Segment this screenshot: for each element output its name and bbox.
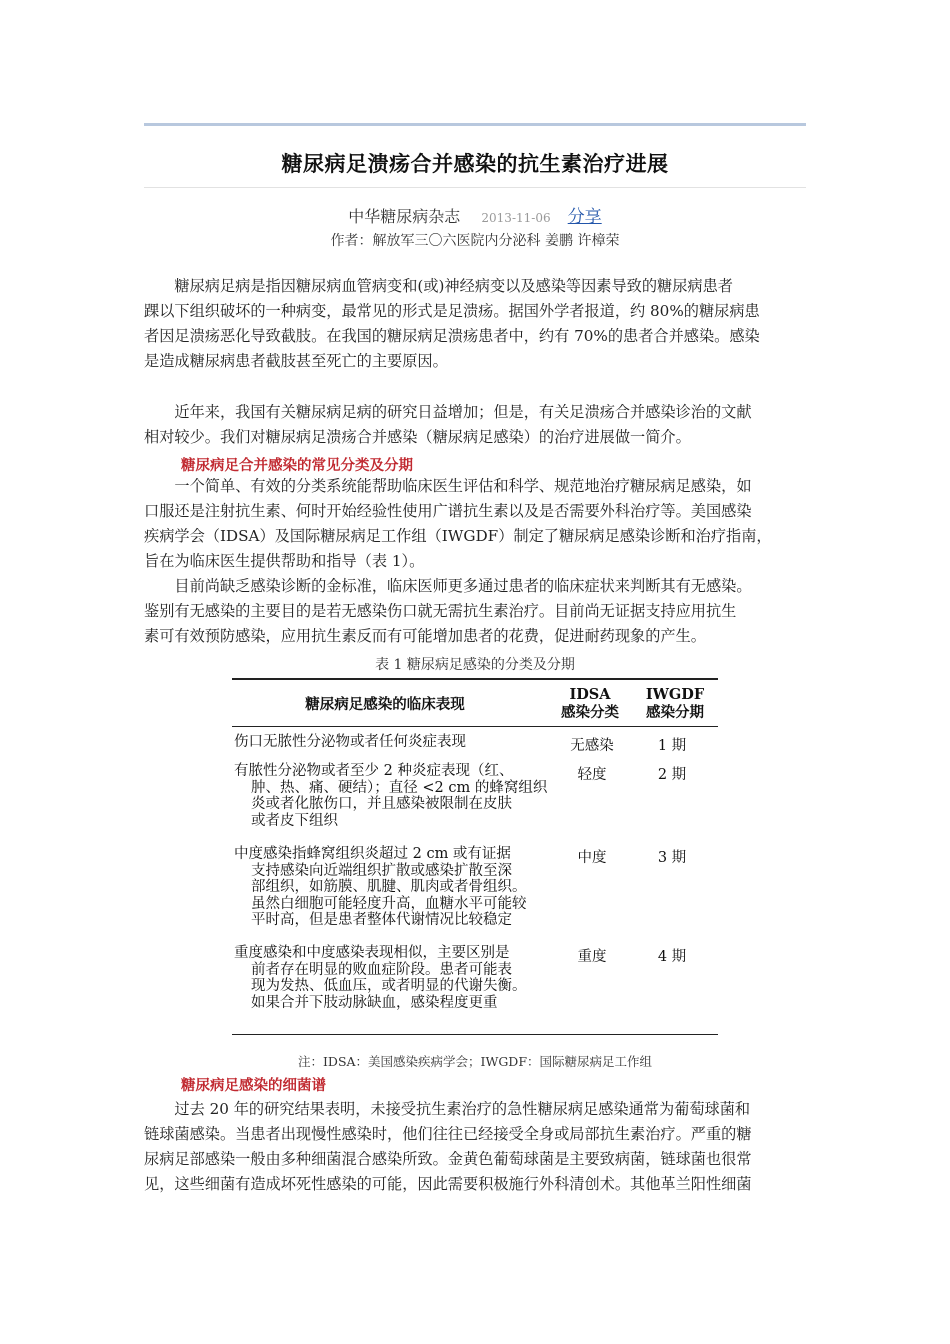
share-link[interactable]: 分享 xyxy=(567,207,602,227)
table-bottom-rule xyxy=(232,1034,718,1035)
paragraph-background: 近年来，我国有关糖尿病足病的研究日益增加；但是，有关足溃疡合并感染诊治的文献 相对较少。我们对糖尿病足溃疡合并感染（糖尿病足感染）的治疗进展做一简介。 xyxy=(144,403,752,446)
article-meta xyxy=(144,202,806,227)
classification-table xyxy=(230,678,720,1040)
title-divider xyxy=(144,187,806,188)
table-row-4-clinical: 重度感染和中度感染表现相似，主要区别是 前者存在明显的败血症阶段。患者可能表 现为发热、低血压，或者明显的代谢失衡。 如果合并下肢动脉缺血，感染程度更重 xyxy=(234,945,527,1011)
table-row-2-iwgdf: 2 期 xyxy=(657,767,687,783)
author-line: 作者：解放军三〇六医院内分泌科 姜鹏 许樟荣 xyxy=(330,233,620,249)
table-top-rule xyxy=(232,678,718,680)
table-row-4-iwgdf: 4 期 xyxy=(657,949,687,965)
section-heading-bacteria: 糖尿病足感染的细菌谱 xyxy=(181,1078,326,1094)
paragraph-intro: 糖尿病足病是指因糖尿病血管病变和(或)神经病变以及感染等因素导致的糖尿病患者 踝以下组织破坏的一种病变，最常见的形式是足溃疡。据国外学者报道，约 80%的糖尿病患 者因足溃疡恶化导致截肢。在我国的糖尿病足溃疡患者中，约有 70%的患者合并感染。感染 是造成糖尿病患者截肢甚至死亡的主要原因。 xyxy=(144,277,760,370)
table-row-3-clinical: 中度感染指蜂窝组织炎超过 2 cm 或有证据 支持感染向近端组织扩散或感染扩散至深 部组织，如筋膜、肌腱、肌肉或者骨组织。 虽然白细胞可能轻度升高，血糖水平可能较 平时高，但是患者整体代谢情况比较稳定 xyxy=(234,846,527,928)
section-heading-classification: 糖尿病足合并感染的常见分类及分期 xyxy=(181,458,413,474)
table-footnote: 注：IDSA：美国感染疾病学会；IWGDF：国际糖尿病足工作组 xyxy=(297,1054,653,1069)
publish-date: 2013-11-06 xyxy=(481,211,551,225)
table-row-1-iwgdf: 1 期 xyxy=(657,738,687,754)
table-row-2-clinical: 有脓性分泌物或者至少 2 种炎症表现（红、 肿、热、痛、硬结）；直径 <2 cm 的蜂窝组织 炎或者化脓伤口，并且感染被限制在皮肤 或者皮下组织 xyxy=(234,763,548,829)
paragraph-classification: 一个简单、有效的分类系统能帮助临床医生评估和科学、规范地治疗糖尿病足感染，如 口服还是注射抗生素、何时开始经验性使用广谱抗生素以及是否需要外科治疗等。美国感染 疾病学会（IDSA）及国际糖尿病足工作组（IWGDF）制定了糖尿病足感染诊断和治疗指南， 旨在为临床医生提供帮助和指导（表 1）。 xyxy=(144,477,772,570)
table-row-4-idsa: 重度 xyxy=(577,949,607,965)
table-row-1-idsa: 无感染 xyxy=(570,738,614,754)
table-row-1-clinical: 伤口无脓性分泌物或者任何炎症表现 xyxy=(234,734,466,750)
table-header-iwgdf: IWGDF 感染分期 xyxy=(645,686,705,721)
journal-name: 中华糖尿病杂志 xyxy=(348,207,461,226)
header-divider xyxy=(144,123,806,126)
table-row-2-idsa: 轻度 xyxy=(577,767,607,783)
table-row-3-iwgdf: 3 期 xyxy=(657,850,687,866)
paragraph-bacteria: 过去 20 年的研究结果表明，未接受抗生素治疗的急性糖尿病足感染通常为葡萄球菌和 链球菌感染。当患者出现慢性感染时，他们往往已经接受全身或局部抗生素治疗。严重的糖 尿病足部感染一般由多种细菌混合感染所致。金黄色葡萄球菌是主要致病菌，链球菌也很常 见，这些细菌有造成坏死性感染的可能，因此需要积极施行外科清创术。其他革兰阳性细菌 xyxy=(144,1100,752,1193)
table-header-clinical: 糖尿病足感染的临床表现 xyxy=(305,696,465,713)
table-row-3-idsa: 中度 xyxy=(577,850,607,866)
table-header-idsa: IDSA 感染分类 xyxy=(561,686,619,721)
paragraph-diagnosis: 目前尚缺乏感染诊断的金标准，临床医师更多通过患者的临床症状来判断其有无感染。 鉴别有无感染的主要目的是若无感染伤口就无需抗生素治疗。目前尚无证据支持应用抗生 素可有效预防感染，应用抗生素反而有可能增加患者的花费，促进耐药现象的产生。 xyxy=(144,577,752,645)
article-title: 糖尿病足溃疡合并感染的抗生素治疗进展 xyxy=(281,152,669,176)
table-caption: 表 1 糖尿病足感染的分类及分期 xyxy=(375,657,575,673)
table-header-rule xyxy=(232,726,718,727)
